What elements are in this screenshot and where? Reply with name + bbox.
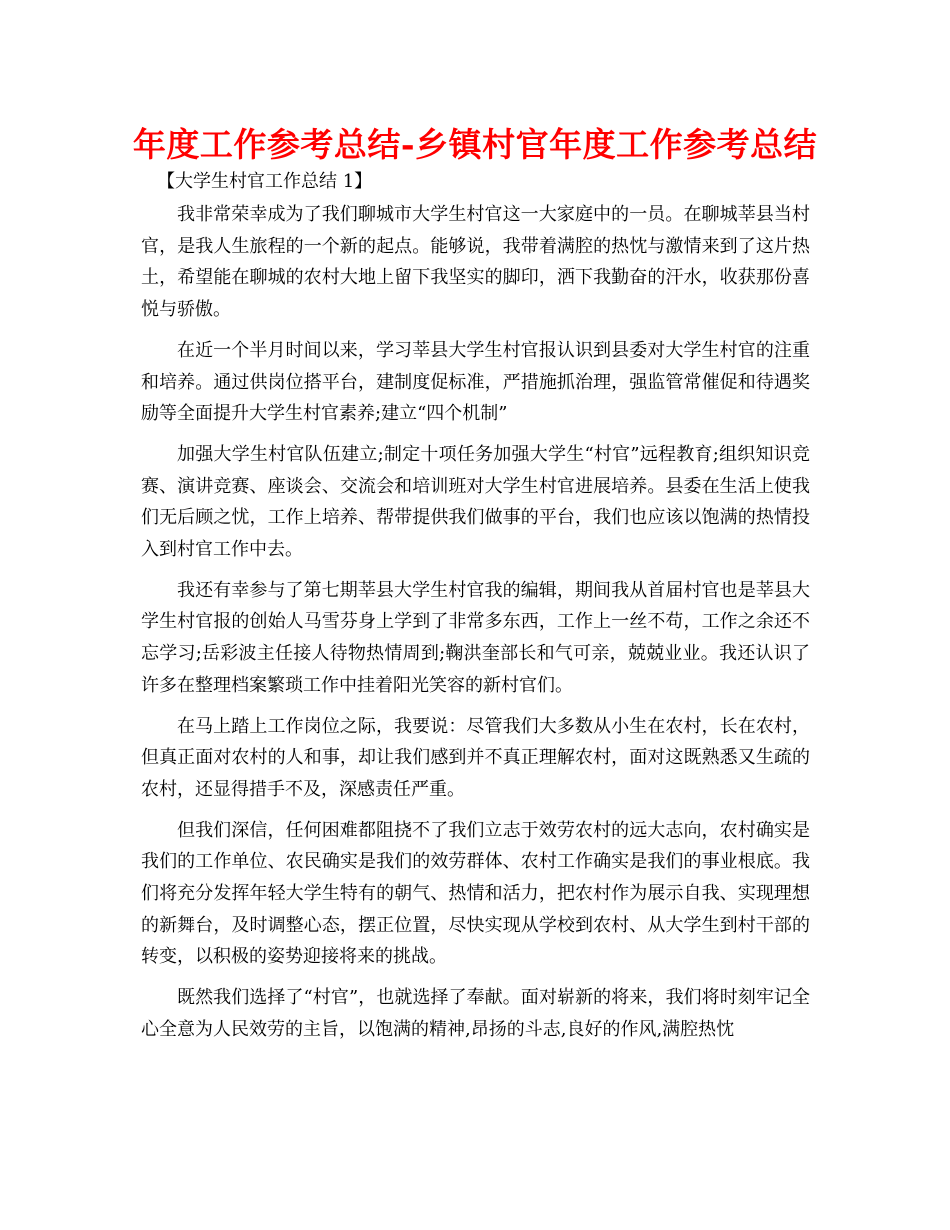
section-heading: 【大学生村官工作总结 1】: [157, 171, 373, 192]
paragraph: 在近一个半月时间以来，学习莘县大学生村官报认识到县委对大学生村官的注重和培养。通过供岗位搭平台，建制度促标准，严措施抓治理，强监管常催促和待遇奖励等全面提升大学生村官素养;建立“四个机制”: [141, 339, 810, 425]
paragraph: 但我们深信，任何困难都阻挠不了我们立志于效劳农村的远大志向，农村确实是我们的工作单位、农民确实是我们的效劳群体、农村工作确实是我们的事业根底。我们将充分发挥年轻大学生特有的朝气、热情和活力，把农村作为展示自我、实现理想的新舞台，及时调整心态，摆正位置，尽快实现从学校到农村、从大学生到村干部的转变，以积极的姿势迎接将来的挑战。: [141, 819, 810, 968]
paragraph: 我非常荣幸成为了我们聊城市大学生村官这一大家庭中的一员。在聊城莘县当村官，是我人生旅程的一个新的起点。能够说，我带着满腔的热忱与激情来到了这片热土，希望能在聊城的农村大地上留下我坚实的脚印，洒下我勤奋的汗水，收获那份喜悦与骄傲。: [141, 204, 810, 321]
paragraph: 既然我们选择了“村官”，也就选择了奉献。面对崭新的将来，我们将时刻牢记全心全意为人民效劳的主旨，以饱满的精神,昂扬的斗志,良好的作风,满腔热忱: [141, 987, 810, 1040]
paragraph: 我还有幸参与了第七期莘县大学生村官我的编辑，期间我从首届村官也是莘县大学生村官报的创始人马雪芬身上学到了非常多东西，工作上一丝不苟，工作之余还不忘学习;岳彩波主任接人待物热情周到;鞠洪奎部长和气可亲，兢兢业业。我还认识了许多在整理档案繁琐工作中挂着阳光笑容的新村官们。: [141, 579, 810, 696]
paragraph: 加强大学生村官队伍建立;制定十项任务加强大学生“村官”远程教育;组织知识竞赛、演讲竞赛、座谈会、交流会和培训班对大学生村官进展培养。县委在生活上使我们无后顾之忧，工作上培养、帮带提供我们做事的平台，我们也应该以饱满的热情投入到村官工作中去。: [141, 443, 810, 561]
document-title: 年度工作参考总结-乡镇村官年度工作参考总结: [132, 125, 818, 164]
document-body: [141, 199, 810, 1055]
paragraph: 在马上踏上工作岗位之际，我要说：尽管我们大多数从小生在农村，长在农村，但真正面对农村的人和事，却让我们感到并不真正理解农村，面对这既熟悉又生疏的农村，还显得措手不及，深感责任严重。: [141, 715, 810, 800]
